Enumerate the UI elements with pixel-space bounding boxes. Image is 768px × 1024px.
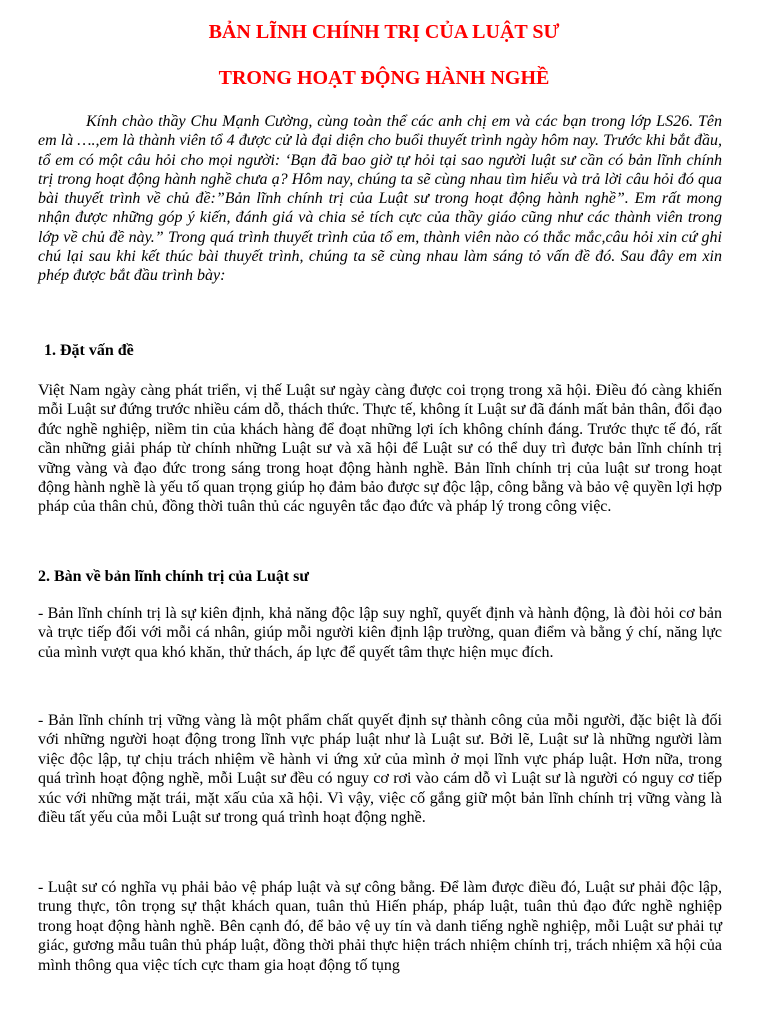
section-1-heading: 1. Đặt vấn đề bbox=[44, 342, 134, 359]
intro-paragraph: Kính chào thầy Chu Mạnh Cường, cùng toàn thể các anh chị em và các bạn trong lớp LS26. Tên em là ….,em là thành viên tổ 4 được cử là đại diện cho buổi thuyết trình ngày hôm nay. Trước khi bắt đầu, tổ em có một câu hỏi cho mọi người: ‘Bạn đã bao giờ tự hỏi tại sao người luật sư cần có bản lĩnh chính trị trong hoạt động hành nghề chưa ạ? Hôm nay, chúng ta sẽ cùng nhau tìm hiểu và trả lời câu hỏi đó qua bài thuyết trình về chủ đề:”Bản lĩnh chính trị của Luật sư trong hoạt động hành nghề”. Em rất mong nhận được những góp ý kiến, đánh giá và chia sẻ tích cực của thầy giáo cũng như các thành viên trong lớp về chủ đề này.” Trong quá trình thuyết trình của tổ em, thành viên nào có thắc mắc,câu hỏi xin cứ ghi chú lại sau khi kết thúc bài thuyết trình, chúng ta sẽ cùng nhau làm sáng tỏ vấn đề đó. Sau đây em xin phép được bắt đầu trình bày: bbox=[38, 113, 722, 285]
document-title-line-1: BẢN LĨNH CHÍNH TRỊ CỦA LUẬT SƯ bbox=[208, 21, 560, 43]
section-2-paragraph-2: - Bản lĩnh chính trị vững vàng là một phẩm chất quyết định sự thành công của mỗi người, đặc biệt là đối với những người hoạt động trong lĩnh vực pháp luật như là Luật sư. Bởi lẽ, Luật sư là những người làm việc độc lập, tự chịu trách nhiệm về hành vi ứng xử của mình ở mọi lĩnh vực pháp luật. Hơn nữa, trong quá trình hoạt động nghề, mỗi Luật sư đều có nguy cơ rơi vào cám dỗ vì Luật sư là người có nguy cơ tiếp xúc với những mặt trái, mặt xấu của xã hội. Vì vậy, việc cố gắng giữ một bản lĩnh chính trị vững vàng là điều tất yếu của mỗi Luật sư trong quá trình hoạt động nghề. bbox=[38, 712, 722, 827]
section-2-heading: 2. Bàn về bản lĩnh chính trị của Luật sư bbox=[38, 568, 309, 585]
section-2-paragraph-1: - Bản lĩnh chính trị là sự kiên định, khả năng độc lập suy nghĩ, quyết định và hành động, là đòi hỏi cơ bản và trực tiếp đối với mỗi cá nhân, giúp mỗi người kiên định lập trường, quan điểm và bằng ý chí, năng lực của mình vượt qua khó khăn, thử thách, áp lực để quyết tâm thực hiện mục đích. bbox=[38, 605, 722, 661]
document-title-line-2: TRONG HOẠT ĐỘNG HÀNH NGHỀ bbox=[218, 67, 550, 89]
section-2-paragraph-3: - Luật sư có nghĩa vụ phải bảo vệ pháp luật và sự công bằng. Để làm được điều đó, Luật sư phải độc lập, trung thực, tôn trọng sự thật khách quan, tuân thủ Hiến pháp, pháp luật, tuân thủ đạo đức nghề nghiệp trong hoạt động hành nghề. Bên cạnh đó, để bảo vệ uy tín và danh tiếng nghề nghiệp, mỗi Luật sư phải tự giác, gương mẫu tuân thủ pháp luật, đồng thời phải thực hiện trách nhiệm chính trị, trách nhiệm xã hội của mình thông qua việc tích cực tham gia hoạt động tố tụng bbox=[38, 879, 722, 974]
section-1-paragraph: Việt Nam ngày càng phát triển, vị thế Luật sư ngày càng được coi trọng trong xã hội. Điều đó càng khiến mỗi Luật sư đứng trước nhiều cám dỗ, thách thức. Thực tế, không ít Luật sư đã đánh mất bản thân, đổi đạo đức nghề nghiệp, niềm tin của khách hàng để đoạt những lợi ích không chính đáng. Trước thực tế đó, rất cần những giải pháp từ chính những Luật sư và xã hội để Luật sư có thể duy trì được bản lĩnh chính trị vững vàng và đạo đức trong sáng trong hoạt động hành nghề. Bản lĩnh chính trị của luật sư trong hoạt động hành nghề là yếu tố quan trọng giúp họ đảm bảo được sự độc lập, công bằng và bảo vệ quyền lợi hợp pháp của thân chủ, đồng thời tuân thủ các nguyên tắc đạo đức và pháp lý trong công việc. bbox=[38, 382, 722, 516]
